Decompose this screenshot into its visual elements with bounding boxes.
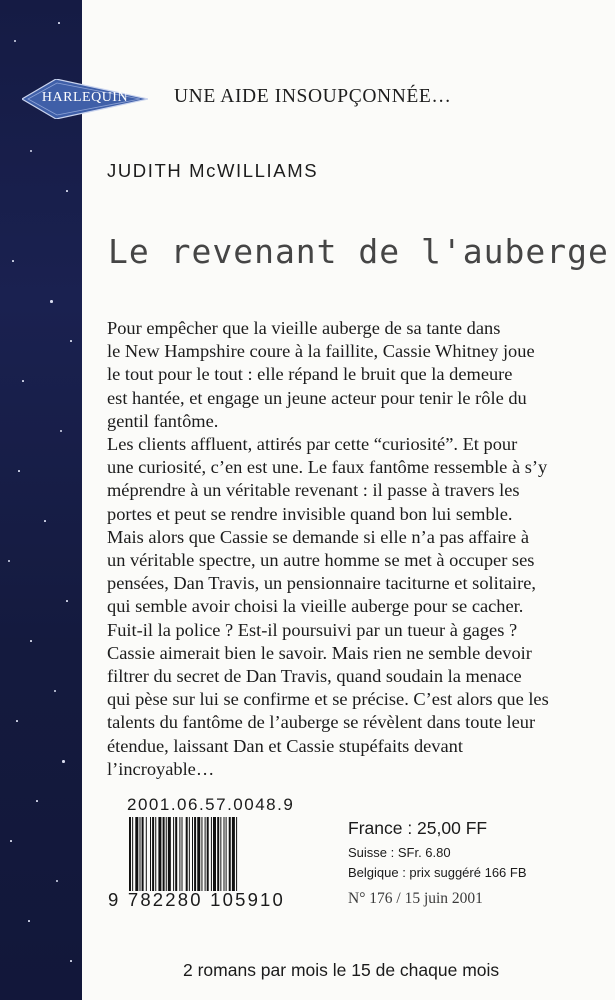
barcode-number: 9 782280 105910 [108,889,286,910]
star-dot [36,800,38,802]
footer-text: 2 romans par mois le 15 de chaque mois [183,960,500,980]
issue-number: N° 176 / 15 juin 2001 [348,890,483,907]
blurb-line: talents du fantôme de l’auberge se révèlent dans toute leur [107,712,536,733]
author-name: JUDITH McWILLIAMS [107,160,319,181]
blurb-line: gentil fantôme. [107,410,219,431]
isbn-code: 2001.06.57.0048.9 [127,795,295,814]
blurb-line: l’incroyable… [107,758,215,779]
star-dot [16,720,18,722]
star-dot [66,190,68,192]
star-dot [44,520,46,522]
star-dot [62,760,65,763]
blurb-line: Les clients affluent, attirés par cette “curiosité”. Et pour [107,434,518,455]
blurb-line: Mais alors que Cassie se demande si elle n’a pas affaire à [107,526,529,547]
publisher-logo [22,79,148,119]
blurb-line: Cassie aimerait bien le savoir. Mais rien ne semble devoir [107,642,532,663]
blurb-line: Fuit-il la police ? Est-il poursuivi par un tueur à gages ? [107,619,518,640]
price-suisse: Suisse : SFr. 6.80 [348,845,451,860]
blurb-line: étendue, laissant Dan et Cassie stupéfaits devant [107,735,463,756]
blurb-line: une curiosité, c’en est une. Le faux fantôme ressemble à s’y [107,457,548,478]
barcode-icon [127,817,330,891]
blurb-line: portes et peut se rendre invisible quand bon lui semble. [107,503,513,524]
star-dot [50,300,53,303]
blurb-line: qui pèse sur lui se confirme et se précise. C’est alors que les [107,689,549,710]
star-dot [30,150,32,152]
blurb-line: Pour empêcher que la vieille auberge de sa tante dans [107,318,501,338]
price-france: France : 25,00 FF [348,818,488,838]
star-dot [56,880,58,882]
star-dot [18,470,20,472]
tagline: UNE AIDE INSOUPÇONNÉE… [174,86,452,107]
starry-spine-band [0,0,82,1000]
star-dot [70,960,72,962]
blurb-line: qui semble avoir choisi la vieille auberge pour se cacher. [107,596,524,617]
blurb-line: est hantée, et engage un jeune acteur pour tenir le rôle du [107,387,527,408]
star-dot [28,920,30,922]
blurb-line: pensées, Dan Travis, un pensionnaire taciturne et solitaire, [107,573,537,594]
book-title: Le revenant de l'auberge [108,232,609,271]
star-dot [60,430,62,432]
star-dot [70,340,72,342]
barcode [127,817,330,891]
blurb-line: le tout pour le tout : elle répand le bruit que la demeure [107,364,513,385]
publisher-name: HARLEQUIN [41,90,129,105]
blurb-text [107,317,582,781]
blurb-line: méprendre à un véritable revenant : il passe à travers les [107,480,520,501]
blurb-line: le New Hampshire coure à la faillite, Cassie Whitney joue [107,341,535,362]
star-dot [12,260,14,262]
star-dot [8,560,10,562]
blurb-line: un véritable spectre, un autre homme se met à occuper ses [107,550,535,571]
price-belgique: Belgique : prix suggéré 166 FB [348,865,527,880]
blurb-line: filtrer du secret de Dan Travis, quand soudain la menace [107,666,522,687]
star-dot [22,380,24,382]
star-dot [54,690,56,692]
star-dot [58,22,60,24]
star-dot [30,640,32,642]
star-dot [10,840,12,842]
star-dot [14,40,16,42]
star-dot [66,600,68,602]
